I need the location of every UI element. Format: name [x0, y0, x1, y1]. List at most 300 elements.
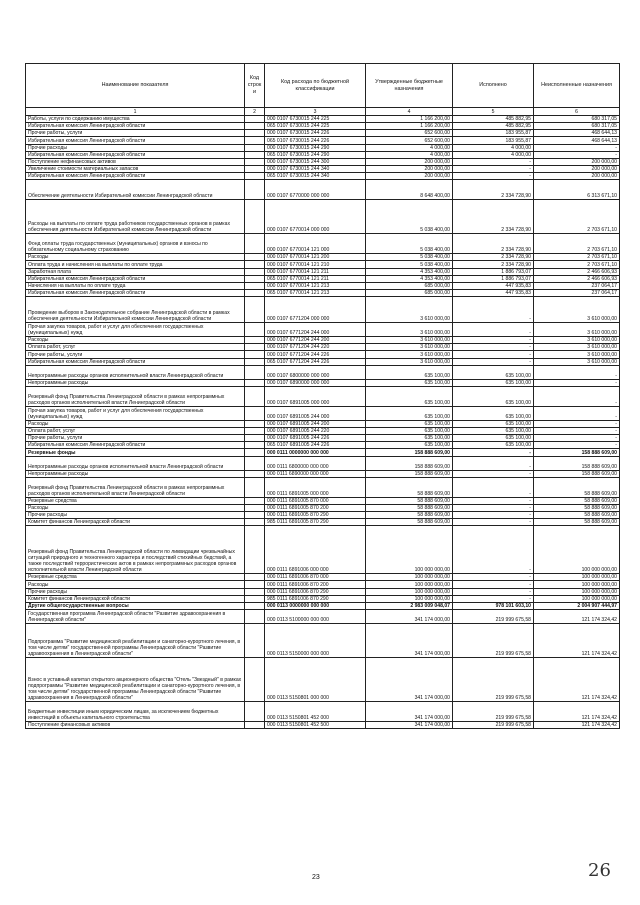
row-executed-amount: 2 334 728,90	[453, 261, 534, 268]
table-row	[26, 268, 620, 275]
row-unexecuted-amount: 100 000 000,00	[534, 574, 620, 581]
header-executed: Исполнено	[453, 64, 534, 108]
row-executed-amount: 635 100,00	[453, 406, 534, 420]
row-unexecuted-amount: 100 000 000,00	[534, 526, 620, 574]
row-approved-amount: 100 000 000,00	[366, 581, 453, 588]
row-line-code	[245, 254, 265, 261]
row-executed-amount: -	[453, 449, 534, 456]
table-row	[26, 337, 620, 344]
table-row	[26, 427, 620, 434]
row-unexecuted-amount: 2 703 671,10	[534, 234, 620, 254]
row-line-code	[245, 595, 265, 602]
row-approved-amount: 341 174 000,00	[366, 623, 453, 657]
row-unexecuted-amount: 121 174 324,42	[534, 657, 620, 701]
row-indicator-name: Расходы	[26, 254, 245, 261]
row-approved-amount: 3 610 000,00	[366, 337, 453, 344]
row-unexecuted-amount: 58 888 609,00	[534, 477, 620, 497]
row-indicator-name: Прочие работы, услуги	[26, 351, 245, 358]
row-budget-code: 000 0113 0000000 000 000	[265, 602, 366, 609]
column-number-row	[26, 108, 620, 116]
row-indicator-name: Избирательная комиссия Ленинградской области	[26, 137, 245, 144]
table-row	[26, 386, 620, 406]
row-approved-amount: 5 038 400,00	[366, 234, 453, 254]
row-unexecuted-amount: -	[534, 420, 620, 427]
row-line-code	[245, 435, 265, 442]
row-approved-amount: 3 610 000,00	[366, 297, 453, 323]
row-line-code	[245, 275, 265, 282]
row-budget-code: 000 0107 6891005 000 000	[265, 386, 366, 406]
row-line-code	[245, 344, 265, 351]
row-indicator-name: Поступление нефинансовых активов	[26, 158, 245, 165]
row-budget-code: 000 0113 5150801 452 500	[265, 721, 366, 728]
row-budget-code: 000 0111 0000000 000 000	[265, 449, 366, 456]
row-unexecuted-amount: 58 888 609,00	[534, 504, 620, 511]
row-executed-amount: -	[453, 477, 534, 497]
row-approved-amount: 635 100,00	[366, 365, 453, 379]
row-line-code	[245, 282, 265, 289]
row-unexecuted-amount: 2 703 671,10	[534, 200, 620, 234]
row-indicator-name: Непрограммные расходы органов исполнительной власти Ленинградской области	[26, 456, 245, 470]
row-approved-amount: 58 888 609,00	[366, 504, 453, 511]
row-line-code	[245, 358, 265, 365]
row-executed-amount: 635 100,00	[453, 365, 534, 379]
row-line-code	[245, 200, 265, 234]
table-row	[26, 701, 620, 721]
row-executed-amount: 2 334 728,90	[453, 254, 534, 261]
row-indicator-name: Работы, услуги по содержанию имущества	[26, 116, 245, 123]
row-approved-amount: 5 038 400,00	[366, 200, 453, 234]
row-executed-amount: -	[453, 504, 534, 511]
row-unexecuted-amount: -	[534, 435, 620, 442]
row-approved-amount: 635 100,00	[366, 420, 453, 427]
row-approved-amount: 58 888 609,00	[366, 519, 453, 526]
table-row	[26, 365, 620, 379]
column-number: 1	[26, 108, 245, 116]
row-approved-amount: 341 174 000,00	[366, 701, 453, 721]
row-executed-amount: -	[453, 297, 534, 323]
row-unexecuted-amount: 2 466 606,93	[534, 275, 620, 282]
row-executed-amount: 4 000,00	[453, 151, 534, 158]
row-approved-amount: 2 983 009 048,07	[366, 602, 453, 609]
table-row	[26, 657, 620, 701]
row-line-code	[245, 470, 265, 477]
row-indicator-name: Избирательная комиссия Ленинградской области	[26, 358, 245, 365]
row-budget-code: 065 0107 6730015 244 225	[265, 123, 366, 130]
row-approved-amount: 1 166 200,00	[366, 123, 453, 130]
row-unexecuted-amount: 3 610 000,00	[534, 297, 620, 323]
row-line-code	[245, 427, 265, 434]
table-row	[26, 609, 620, 623]
row-line-code	[245, 123, 265, 130]
row-indicator-name: Прочие работы, услуги	[26, 130, 245, 137]
row-executed-amount: 635 100,00	[453, 386, 534, 406]
row-line-code	[245, 268, 265, 275]
row-budget-code: 000 0111 6891006 870 000	[265, 574, 366, 581]
row-executed-amount: -	[453, 351, 534, 358]
row-line-code	[245, 365, 265, 379]
row-budget-code: 000 0107 6771204 244 200	[265, 337, 366, 344]
row-approved-amount: 58 888 609,00	[366, 511, 453, 518]
row-budget-code: 000 0111 6800000 000 000	[265, 456, 366, 470]
row-line-code	[245, 137, 265, 144]
row-line-code	[245, 420, 265, 427]
row-executed-amount: 635 100,00	[453, 379, 534, 386]
row-budget-code: 000 0107 6771204 244 220	[265, 344, 366, 351]
table-row	[26, 116, 620, 123]
row-unexecuted-amount: -	[534, 427, 620, 434]
row-executed-amount: 219 999 675,58	[453, 609, 534, 623]
row-indicator-name: Избирательная комиссия Ленинградской области	[26, 442, 245, 449]
row-line-code	[245, 144, 265, 151]
row-indicator-name: Прочие работы, услуги	[26, 435, 245, 442]
table-row	[26, 574, 620, 581]
table-row	[26, 151, 620, 158]
row-budget-code: 000 0107 6771204 244 000	[265, 323, 366, 337]
table-row	[26, 526, 620, 574]
table-row	[26, 477, 620, 497]
row-unexecuted-amount: 468 644,13	[534, 137, 620, 144]
table-row	[26, 602, 620, 609]
row-budget-code: 000 0107 6730015 244 225	[265, 116, 366, 123]
row-budget-code: 000 0113 5150000 000 000	[265, 623, 366, 657]
header-approved: Утвержденные бюджетные назначения	[366, 64, 453, 108]
row-unexecuted-amount: 121 174 324,42	[534, 701, 620, 721]
row-executed-amount: 4 000,00	[453, 144, 534, 151]
row-indicator-name: Комитет финансов Ленинградской области	[26, 519, 245, 526]
row-approved-amount: 635 100,00	[366, 435, 453, 442]
row-unexecuted-amount: 680 317,05	[534, 116, 620, 123]
row-approved-amount: 1 166 200,00	[366, 116, 453, 123]
row-line-code	[245, 180, 265, 200]
row-indicator-name: Избирательная комиссия Ленинградской области	[26, 151, 245, 158]
row-unexecuted-amount: 2 466 606,93	[534, 268, 620, 275]
row-line-code	[245, 602, 265, 609]
row-executed-amount: -	[453, 456, 534, 470]
row-approved-amount: 58 888 609,00	[366, 477, 453, 497]
row-approved-amount: 158 888 609,00	[366, 449, 453, 456]
row-approved-amount: 3 610 000,00	[366, 351, 453, 358]
row-indicator-name: Резервный фонд Правительства Ленинградской области в рамках непрограммных расходов органов исполнительной власти Ленинградской области	[26, 477, 245, 497]
row-line-code	[245, 116, 265, 123]
row-budget-code: 000 0107 6770014 121 200	[265, 254, 366, 261]
row-approved-amount: 4 000,00	[366, 151, 453, 158]
page-number: 23	[312, 874, 320, 881]
header-line-code: Код строки	[245, 64, 265, 108]
row-unexecuted-amount: -	[534, 406, 620, 420]
row-unexecuted-amount: 200 000,00	[534, 165, 620, 172]
table-row	[26, 137, 620, 144]
row-unexecuted-amount: 3 610 000,00	[534, 351, 620, 358]
row-approved-amount: 100 000 000,00	[366, 595, 453, 602]
row-indicator-name: Увеличение стоимости материальных запасов	[26, 165, 245, 172]
row-executed-amount: -	[453, 158, 534, 165]
header-unexecuted: Неисполненные назначения	[534, 64, 620, 108]
row-executed-amount: 1 886 793,07	[453, 268, 534, 275]
row-unexecuted-amount: 2 004 907 444,97	[534, 602, 620, 609]
row-approved-amount: 5 038 400,00	[366, 254, 453, 261]
row-unexecuted-amount: 237 064,17	[534, 282, 620, 289]
row-unexecuted-amount: 2 703 671,10	[534, 261, 620, 268]
row-indicator-name: Избирательная комиссия Ленинградской области	[26, 173, 245, 180]
row-unexecuted-amount: 58 888 609,00	[534, 519, 620, 526]
row-budget-code: 000 0111 6891006 870 290	[265, 588, 366, 595]
row-executed-amount: 978 101 603,10	[453, 602, 534, 609]
row-executed-amount: -	[453, 511, 534, 518]
row-line-code	[245, 442, 265, 449]
row-indicator-name: Прочие расходы	[26, 511, 245, 518]
row-executed-amount: 183 955,87	[453, 130, 534, 137]
row-budget-code: 000 0111 6890000 000 000	[265, 470, 366, 477]
row-indicator-name: Начисления на выплаты по оплате труда	[26, 282, 245, 289]
row-line-code	[245, 130, 265, 137]
row-line-code	[245, 574, 265, 581]
row-line-code	[245, 337, 265, 344]
row-indicator-name: Оплата работ, услуг	[26, 344, 245, 351]
row-approved-amount: 158 888 609,00	[366, 470, 453, 477]
row-budget-code: 000 0107 6891005 244 000	[265, 406, 366, 420]
table-row	[26, 406, 620, 420]
column-number: 5	[453, 108, 534, 116]
row-budget-code: 000 0107 6771204 244 226	[265, 351, 366, 358]
report-page	[25, 63, 619, 729]
table-row	[26, 519, 620, 526]
row-line-code	[245, 234, 265, 254]
row-unexecuted-amount: 468 644,13	[534, 130, 620, 137]
row-indicator-name: Непрограммные расходы	[26, 470, 245, 477]
row-unexecuted-amount: -	[534, 386, 620, 406]
row-approved-amount: 8 648 400,00	[366, 180, 453, 200]
header-indicator-name: Наименование показателя	[26, 64, 245, 108]
row-line-code	[245, 623, 265, 657]
row-budget-code: 000 0107 6890000 000 000	[265, 379, 366, 386]
row-approved-amount: 652 600,00	[366, 130, 453, 137]
row-line-code	[245, 158, 265, 165]
row-budget-code: 000 0107 6770014 000 000	[265, 200, 366, 234]
table-row	[26, 130, 620, 137]
row-indicator-name: Проведение выборов в Законодательное собрание Ленинградской области в рамках обеспечения деятельности Избирательной комиссии Ленинградской области	[26, 297, 245, 323]
row-unexecuted-amount: -	[534, 144, 620, 151]
table-row	[26, 504, 620, 511]
row-indicator-name: Резервные средства	[26, 574, 245, 581]
row-budget-code: 000 0111 6891006 000 000	[265, 526, 366, 574]
row-budget-code: 000 0107 6800000 000 000	[265, 365, 366, 379]
row-unexecuted-amount: 58 888 609,00	[534, 511, 620, 518]
row-unexecuted-amount: -	[534, 379, 620, 386]
row-unexecuted-amount: 200 000,00	[534, 173, 620, 180]
row-budget-code: 000 0107 6730015 244 226	[265, 130, 366, 137]
row-executed-amount: 447 935,83	[453, 282, 534, 289]
row-executed-amount: 635 100,00	[453, 427, 534, 434]
row-approved-amount: 100 000 000,00	[366, 526, 453, 574]
row-approved-amount: 635 100,00	[366, 386, 453, 406]
row-budget-code: 985 0111 6891006 870 290	[265, 595, 366, 602]
row-line-code	[245, 323, 265, 337]
table-row	[26, 275, 620, 282]
handwritten-page-stamp: 26	[588, 860, 611, 881]
row-executed-amount: 635 100,00	[453, 442, 534, 449]
row-line-code	[245, 165, 265, 172]
row-budget-code: 065 0107 6891005 244 226	[265, 442, 366, 449]
table-row	[26, 358, 620, 365]
row-budget-code: 065 0107 6770014 121 211	[265, 275, 366, 282]
table-row	[26, 234, 620, 254]
row-approved-amount: 685 000,00	[366, 289, 453, 296]
row-indicator-name: Резервные фонды	[26, 449, 245, 456]
row-approved-amount: 635 100,00	[366, 427, 453, 434]
row-indicator-name: Расходы	[26, 504, 245, 511]
row-indicator-name: Непрограммные расходы	[26, 379, 245, 386]
row-line-code	[245, 297, 265, 323]
row-unexecuted-amount: 100 000 000,00	[534, 581, 620, 588]
row-executed-amount: -	[453, 173, 534, 180]
row-approved-amount: 4 353 400,00	[366, 268, 453, 275]
row-approved-amount: 4 000,00	[366, 144, 453, 151]
row-budget-code: 000 0111 6891005 000 000	[265, 477, 366, 497]
row-budget-code: 065 0107 6771204 244 226	[265, 358, 366, 365]
row-unexecuted-amount: 121 174 324,42	[534, 721, 620, 728]
row-budget-code: 000 0107 6770000 000 000	[265, 180, 366, 200]
row-unexecuted-amount: 100 000 000,00	[534, 595, 620, 602]
row-approved-amount: 58 888 609,00	[366, 497, 453, 504]
row-unexecuted-amount: 2 703 671,10	[534, 254, 620, 261]
row-executed-amount: 219 999 675,58	[453, 721, 534, 728]
row-indicator-name: Резервный фонд Правительства Ленинградской области в рамках непрограммных расходов органов исполнительной власти Ленинградской области	[26, 386, 245, 406]
row-executed-amount: -	[453, 595, 534, 602]
row-indicator-name: Прочие расходы	[26, 144, 245, 151]
row-line-code	[245, 609, 265, 623]
row-budget-code: 000 0107 6891005 244 226	[265, 435, 366, 442]
row-executed-amount: 219 999 675,58	[453, 657, 534, 701]
row-line-code	[245, 351, 265, 358]
table-row	[26, 588, 620, 595]
row-budget-code: 000 0107 6730015 244 340	[265, 165, 366, 172]
table-row	[26, 721, 620, 728]
row-executed-amount: -	[453, 588, 534, 595]
row-indicator-name: Обеспечение деятельности Избирательной комиссии Ленинградской области	[26, 180, 245, 200]
row-budget-code: 000 0107 6770014 121 210	[265, 261, 366, 268]
table-row	[26, 173, 620, 180]
row-executed-amount: 635 100,00	[453, 420, 534, 427]
row-budget-code: 000 0107 6771204 000 000	[265, 297, 366, 323]
table-row	[26, 456, 620, 470]
row-indicator-name: Оплата работ, услуг	[26, 427, 245, 434]
row-unexecuted-amount: 3 610 000,00	[534, 323, 620, 337]
row-budget-code: 000 0107 6730015 244 290	[265, 144, 366, 151]
table-row	[26, 511, 620, 518]
row-line-code	[245, 449, 265, 456]
row-budget-code: 000 0113 5150801 000 000	[265, 657, 366, 701]
row-approved-amount: 635 100,00	[366, 442, 453, 449]
row-unexecuted-amount: 3 610 000,00	[534, 337, 620, 344]
row-indicator-name: Резервный фонд Правительства Ленинградской области по ликвидации чрезвычайных ситуаций природного и техногенного характера и последствий стихийных бедствий, а также последствий террористических актов в рамках непрограммных расходов органов исполнительной власти Ленинградской области	[26, 526, 245, 574]
table-row	[26, 435, 620, 442]
row-executed-amount: 219 999 675,58	[453, 623, 534, 657]
row-executed-amount: -	[453, 470, 534, 477]
row-executed-amount: 183 955,87	[453, 137, 534, 144]
table-row	[26, 351, 620, 358]
row-indicator-name: Государственная программа Ленинградской области "Развитие здравоохранения в Ленинградской области"	[26, 609, 245, 623]
row-unexecuted-amount: 680 317,05	[534, 123, 620, 130]
row-indicator-name: Прочие расходы	[26, 588, 245, 595]
table-row	[26, 449, 620, 456]
row-approved-amount: 341 174 000,00	[366, 657, 453, 701]
row-budget-code: 000 0107 6891005 244 200	[265, 420, 366, 427]
row-approved-amount: 341 174 000,00	[366, 609, 453, 623]
row-budget-code: 000 0107 6770014 121 000	[265, 234, 366, 254]
table-row	[26, 254, 620, 261]
table-row	[26, 180, 620, 200]
row-executed-amount: 2 334 728,90	[453, 180, 534, 200]
row-unexecuted-amount: 158 888 609,00	[534, 456, 620, 470]
table-row	[26, 165, 620, 172]
row-indicator-name: Избирательная комиссия Ленинградской области	[26, 275, 245, 282]
header-budget-code: Код расхода по бюджетной классификации	[265, 64, 366, 108]
row-executed-amount: -	[453, 519, 534, 526]
row-line-code	[245, 261, 265, 268]
table-row	[26, 379, 620, 386]
table-row	[26, 261, 620, 268]
row-line-code	[245, 657, 265, 701]
row-unexecuted-amount: 200 000,00	[534, 158, 620, 165]
row-executed-amount: -	[453, 581, 534, 588]
row-indicator-name: Расходы	[26, 337, 245, 344]
table-row	[26, 200, 620, 234]
row-unexecuted-amount: 158 888 609,00	[534, 470, 620, 477]
row-budget-code: 000 0107 6770014 121 213	[265, 282, 366, 289]
column-number: 2	[245, 108, 265, 116]
row-indicator-name: Другие общегосударственные вопросы	[26, 602, 245, 609]
table-row	[26, 595, 620, 602]
row-line-code	[245, 406, 265, 420]
row-indicator-name: Оплата труда и начисления на выплаты по оплате труда	[26, 261, 245, 268]
table-row	[26, 623, 620, 657]
row-approved-amount: 200 000,00	[366, 165, 453, 172]
row-indicator-name: Поступление финансовых активов	[26, 721, 245, 728]
row-executed-amount: 635 100,00	[453, 435, 534, 442]
row-line-code	[245, 701, 265, 721]
table-row	[26, 497, 620, 504]
table-row	[26, 323, 620, 337]
table-header-row	[26, 64, 620, 108]
row-budget-code: 000 0111 6891005 870 200	[265, 504, 366, 511]
row-executed-amount: 2 334 728,90	[453, 200, 534, 234]
row-approved-amount: 3 610 000,00	[366, 358, 453, 365]
row-executed-amount: -	[453, 344, 534, 351]
row-executed-amount: 219 999 675,58	[453, 701, 534, 721]
row-budget-code: 065 0107 6730015 244 290	[265, 151, 366, 158]
row-approved-amount: 5 038 400,00	[366, 261, 453, 268]
row-line-code	[245, 581, 265, 588]
row-indicator-name: Прочая закупка товаров, работ и услуг для обеспечения государственных (муниципальных) нужд	[26, 406, 245, 420]
row-line-code	[245, 497, 265, 504]
row-line-code	[245, 588, 265, 595]
row-approved-amount: 3 610 000,00	[366, 344, 453, 351]
row-approved-amount: 635 100,00	[366, 406, 453, 420]
row-unexecuted-amount: 6 313 671,10	[534, 180, 620, 200]
row-indicator-name: Фонд оплаты труда государственных (муниципальных) органов и взносы по обязательному социальному страхованию	[26, 234, 245, 254]
row-approved-amount: 341 174 000,00	[366, 721, 453, 728]
table-row	[26, 470, 620, 477]
row-unexecuted-amount: -	[534, 151, 620, 158]
row-budget-code: 000 0107 6891005 244 220	[265, 427, 366, 434]
column-number: 6	[534, 108, 620, 116]
row-budget-code: 065 0107 6730015 244 226	[265, 137, 366, 144]
row-budget-code: 065 0107 6770014 121 213	[265, 289, 366, 296]
row-approved-amount: 635 100,00	[366, 379, 453, 386]
table-row	[26, 144, 620, 151]
row-indicator-name: Избирательная комиссия Ленинградской области	[26, 289, 245, 296]
row-indicator-name: Комитет финансов Ленинградской области	[26, 595, 245, 602]
